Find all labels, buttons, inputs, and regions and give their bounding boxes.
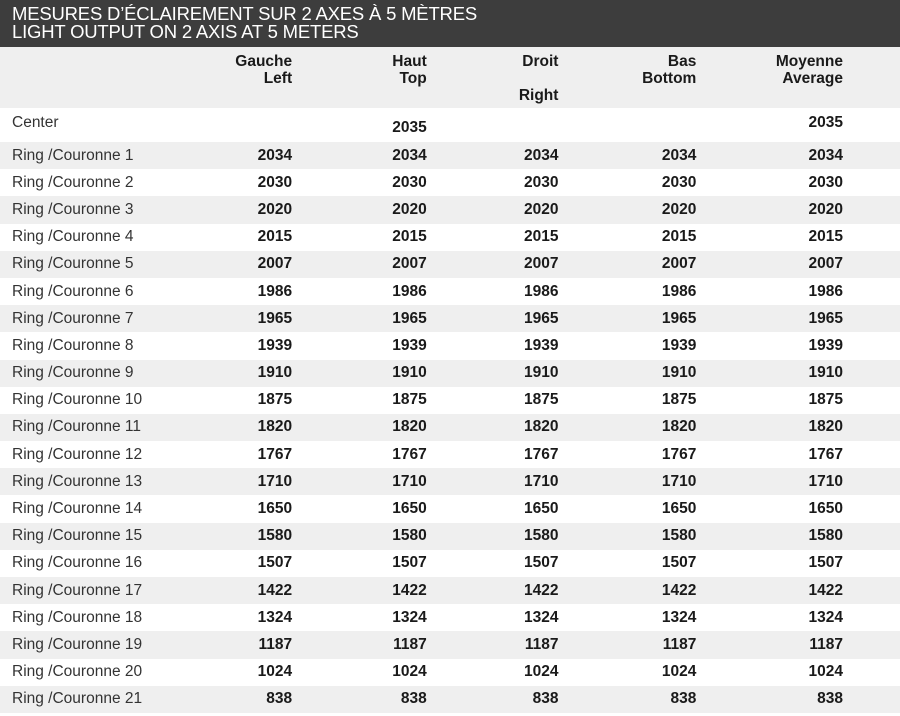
cell-bottom: 2015 — [661, 228, 697, 246]
cell-average: 1650 — [808, 500, 843, 518]
row-label: Ring /Couronne 16 — [12, 554, 143, 572]
cell-bottom: 838 — [562, 686, 699, 713]
cell-left: 1187 — [170, 631, 297, 658]
cell-average: 2007 — [699, 251, 900, 278]
table-row — [0, 495, 900, 522]
cell-top: 1710 — [297, 468, 429, 495]
table-row — [0, 169, 900, 196]
cell-right: 1767 — [523, 445, 559, 463]
header-left-en: Left — [263, 70, 293, 87]
row-label: Ring /Couronne 11 — [0, 414, 170, 441]
cell-left — [170, 108, 297, 142]
cell-bottom: 1767 — [661, 445, 697, 463]
cell-left: 1965 — [170, 305, 297, 332]
cell-left: 1650 — [257, 500, 293, 518]
cell-average: 2030 — [808, 173, 843, 191]
cell-top: 1875 — [392, 391, 427, 409]
cell-bottom: 1650 — [661, 500, 697, 518]
cell-average: 2035 — [808, 114, 843, 131]
row-label: Ring /Couronne 21 — [0, 686, 170, 713]
header-top-fr: Haut — [392, 53, 427, 70]
header-bottom-fr: Bas — [667, 53, 697, 70]
cell-right: 1939 — [523, 336, 559, 354]
cell-bottom: 1939 — [661, 336, 697, 354]
row-label: Ring /Couronne 12 — [12, 445, 143, 463]
header-left — [170, 47, 297, 108]
header-bottom — [562, 47, 699, 108]
cell-bottom — [562, 108, 699, 142]
cell-average: 1875 — [808, 391, 843, 409]
cell-left: 1324 — [257, 608, 293, 626]
cell-average: 1024 — [808, 663, 843, 681]
table-row — [0, 686, 900, 713]
row-label: Ring /Couronne 14 — [12, 500, 143, 518]
cell-bottom: 2030 — [661, 173, 697, 191]
cell-bottom: 1187 — [562, 631, 699, 658]
cell-left: 2015 — [257, 228, 293, 246]
cell-top: 1580 — [297, 523, 429, 550]
cell-top: 1650 — [392, 500, 427, 518]
cell-top: 1507 — [392, 554, 427, 572]
cell-right: 1820 — [429, 414, 563, 441]
cell-right: 1875 — [523, 391, 559, 409]
cell-right: 1710 — [429, 468, 563, 495]
header-left-fr: Gauche — [235, 53, 293, 70]
table-row — [0, 332, 900, 359]
cell-right: 2015 — [523, 228, 559, 246]
cell-bottom: 1710 — [562, 468, 699, 495]
cell-left: 2030 — [257, 173, 293, 191]
cell-right: 1422 — [429, 577, 563, 604]
cell-bottom: 1986 — [661, 282, 697, 300]
table-header — [0, 47, 900, 108]
row-label: Ring /Couronne 10 — [12, 391, 143, 409]
row-label: Ring /Couronne 15 — [0, 523, 170, 550]
row-label: Ring /Couronne 4 — [12, 228, 134, 246]
cell-left: 1422 — [170, 577, 297, 604]
cell-right: 1507 — [523, 554, 559, 572]
table-row — [0, 631, 900, 658]
cell-left: 1820 — [170, 414, 297, 441]
cell-right: 1024 — [523, 663, 559, 681]
cell-average: 1187 — [699, 631, 900, 658]
cell-left: 1875 — [257, 391, 293, 409]
row-label: Ring /Couronne 5 — [0, 251, 170, 278]
cell-bottom: 1580 — [562, 523, 699, 550]
cell-left: 1507 — [257, 554, 293, 572]
cell-left: 1580 — [170, 523, 297, 550]
cell-left: 838 — [170, 686, 297, 713]
cell-bottom: 1910 — [562, 360, 699, 387]
table-row — [0, 278, 900, 305]
cell-left: 2020 — [170, 196, 297, 223]
cell-top: 1820 — [297, 414, 429, 441]
cell-bottom: 1324 — [661, 608, 697, 626]
title-line-english: LIGHT OUTPUT ON 2 AXIS AT 5 METERS — [12, 21, 359, 42]
table-row — [0, 523, 900, 550]
cell-top: 1965 — [297, 305, 429, 332]
cell-average: 1710 — [699, 468, 900, 495]
cell-bottom: 2020 — [562, 196, 699, 223]
cell-bottom: 2007 — [562, 251, 699, 278]
title-line-french: MESURES D’ÉCLAIREMENT SUR 2 AXES À 5 MÈTRES — [12, 3, 477, 24]
cell-left: 2007 — [170, 251, 297, 278]
cell-top: 1767 — [392, 445, 427, 463]
cell-left: 2034 — [170, 142, 297, 169]
table-row — [0, 305, 900, 332]
row-label: Ring /Couronne 1 — [0, 142, 170, 169]
table-row — [0, 142, 900, 169]
cell-left: 1910 — [170, 360, 297, 387]
row-label: Ring /Couronne 8 — [12, 336, 134, 354]
table-row — [0, 577, 900, 604]
cell-average: 1986 — [808, 282, 843, 300]
cell-top: 838 — [297, 686, 429, 713]
cell-bottom: 1422 — [562, 577, 699, 604]
table-row — [0, 360, 900, 387]
cell-bottom: 1024 — [661, 663, 697, 681]
cell-top: 1939 — [392, 336, 427, 354]
table-row — [0, 550, 900, 577]
cell-right: 1187 — [429, 631, 563, 658]
header-right-fr: Droit — [522, 53, 559, 70]
table-body — [0, 108, 900, 713]
cell-average: 2015 — [808, 228, 843, 246]
cell-right: 2007 — [429, 251, 563, 278]
table-row — [0, 441, 900, 468]
cell-top: 2035 — [392, 119, 427, 136]
cell-right — [429, 108, 563, 142]
table-row — [0, 414, 900, 441]
header-average-en: Average — [782, 70, 843, 87]
cell-bottom: 1820 — [562, 414, 699, 441]
cell-top: 1024 — [392, 663, 427, 681]
header-right-en: Right — [518, 87, 559, 104]
table-row — [0, 196, 900, 223]
header-average — [699, 47, 900, 108]
header-row — [0, 47, 900, 108]
cell-right: 1580 — [429, 523, 563, 550]
header-top — [297, 47, 429, 108]
row-label: Ring /Couronne 17 — [0, 577, 170, 604]
title-bar — [0, 0, 900, 47]
cell-average: 1507 — [808, 554, 843, 572]
cell-right: 2020 — [429, 196, 563, 223]
cell-top: 1324 — [392, 608, 427, 626]
header-right — [429, 47, 563, 108]
row-label: Ring /Couronne 2 — [12, 173, 134, 191]
table-row — [0, 659, 900, 686]
cell-top: 2020 — [297, 196, 429, 223]
cell-average: 838 — [699, 686, 900, 713]
cell-left: 1939 — [257, 336, 293, 354]
cell-right: 1650 — [523, 500, 559, 518]
row-label: Ring /Couronne 7 — [0, 305, 170, 332]
cell-average: 1939 — [808, 336, 843, 354]
table-row — [0, 604, 900, 631]
cell-average: 2020 — [699, 196, 900, 223]
cell-right: 2034 — [429, 142, 563, 169]
row-label: Ring /Couronne 13 — [0, 468, 170, 495]
cell-top: 1422 — [297, 577, 429, 604]
cell-top: 2015 — [392, 228, 427, 246]
cell-average: 2034 — [699, 142, 900, 169]
cell-average: 1324 — [808, 608, 843, 626]
row-label: Ring /Couronne 3 — [0, 196, 170, 223]
row-label: Ring /Couronne 6 — [12, 282, 134, 300]
light-output-table — [0, 47, 900, 713]
cell-left: 1024 — [257, 663, 293, 681]
table-row — [0, 251, 900, 278]
cell-right: 838 — [429, 686, 563, 713]
cell-bottom: 2034 — [562, 142, 699, 169]
cell-right: 1324 — [523, 608, 559, 626]
cell-average: 1965 — [699, 305, 900, 332]
cell-right: 1910 — [429, 360, 563, 387]
cell-left: 1767 — [257, 445, 293, 463]
cell-top: 2007 — [297, 251, 429, 278]
cell-average: 1580 — [699, 523, 900, 550]
row-label: Ring /Couronne 18 — [12, 608, 143, 626]
row-label: Ring /Couronne 9 — [0, 360, 170, 387]
row-label: Ring /Couronne 20 — [12, 663, 143, 681]
cell-bottom: 1875 — [661, 391, 697, 409]
header-average-fr: Moyenne — [775, 53, 843, 70]
cell-average: 1820 — [699, 414, 900, 441]
row-label: Center — [12, 114, 59, 131]
cell-average: 1910 — [699, 360, 900, 387]
table-row — [0, 387, 900, 414]
cell-top: 1187 — [297, 631, 429, 658]
table-row — [0, 224, 900, 251]
cell-right: 2030 — [523, 173, 559, 191]
cell-top: 1910 — [297, 360, 429, 387]
cell-average: 1767 — [808, 445, 843, 463]
cell-top: 2030 — [392, 173, 427, 191]
header-empty — [0, 47, 170, 108]
row-label: Ring /Couronne 19 — [0, 631, 170, 658]
table-row — [0, 468, 900, 495]
cell-left: 1986 — [257, 282, 293, 300]
header-bottom-en: Bottom — [642, 70, 697, 87]
cell-top: 1986 — [392, 282, 427, 300]
cell-top: 2034 — [297, 142, 429, 169]
table-row-center — [0, 108, 900, 142]
cell-bottom: 1507 — [661, 554, 697, 572]
cell-average: 1422 — [699, 577, 900, 604]
header-top-en: Top — [399, 70, 427, 87]
cell-left: 1710 — [170, 468, 297, 495]
cell-bottom: 1965 — [562, 305, 699, 332]
cell-right: 1965 — [429, 305, 563, 332]
cell-right: 1986 — [523, 282, 559, 300]
